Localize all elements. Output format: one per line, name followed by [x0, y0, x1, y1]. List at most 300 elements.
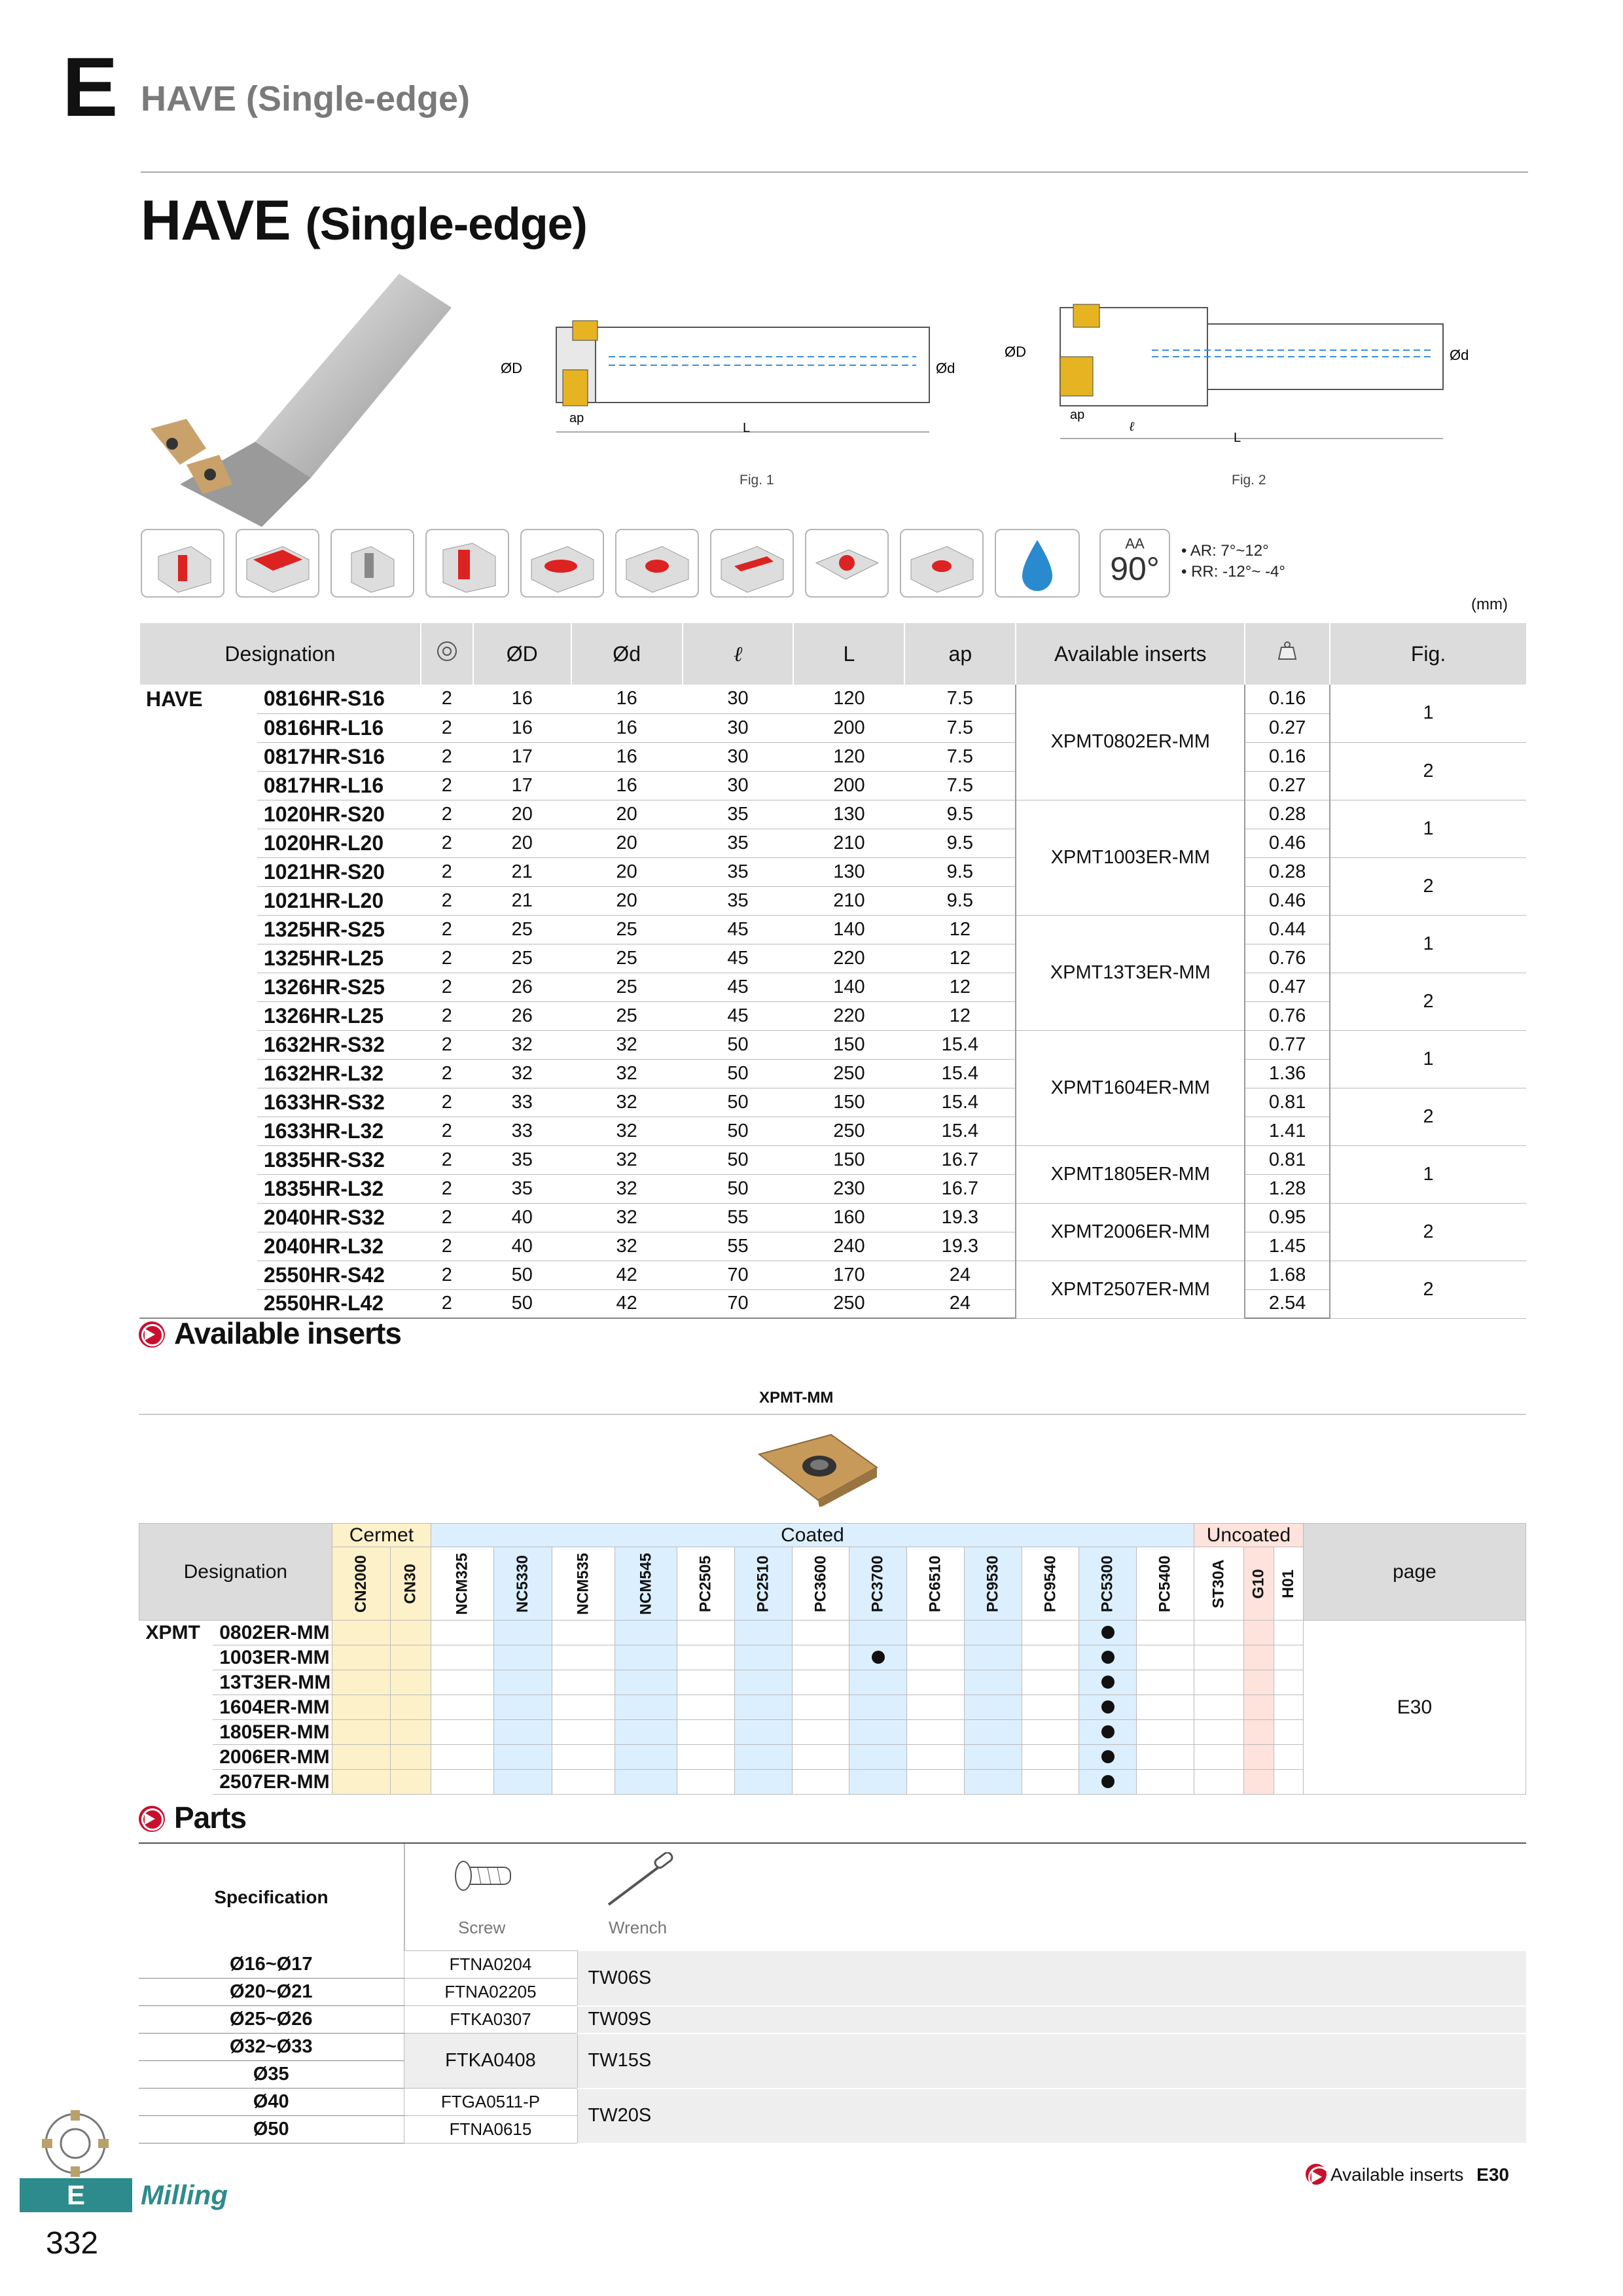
grade-label: NCM325 [453, 1552, 471, 1615]
cell-d: 20 [571, 886, 683, 915]
parts-wrench: TW20S [577, 2089, 1526, 2144]
cell-d: 32 [571, 1030, 683, 1059]
grade-cell [1022, 1621, 1079, 1645]
cell-z: 2 [421, 800, 473, 829]
cell-z: 2 [421, 713, 473, 742]
tool-prefix [139, 742, 257, 771]
group-coated: Coated [431, 1524, 1194, 1547]
header-title: HAVE (Single-edge) [141, 79, 471, 118]
grade-cell [1137, 1720, 1194, 1745]
arrow-circle-icon [1306, 2164, 1327, 2185]
cell-L: 250 [793, 1289, 904, 1318]
cell-D: 26 [473, 1001, 571, 1030]
grade-st30a [1194, 1547, 1243, 1621]
grade-cell [907, 1670, 965, 1695]
grade-cell [1274, 1645, 1303, 1670]
grade-cell [615, 1745, 677, 1770]
insert-rule [139, 1414, 1526, 1415]
cell-l: 50 [683, 1030, 794, 1059]
cell-D: 33 [473, 1117, 571, 1145]
cell-L: 130 [793, 800, 904, 829]
tool-row [139, 915, 1526, 944]
grade-label: PC6510 [926, 1555, 944, 1612]
grade-cell [1243, 1745, 1274, 1770]
tool-row [139, 1001, 1526, 1030]
cell-D: 17 [473, 742, 571, 771]
cell-code: 1633HR-L32 [257, 1117, 421, 1145]
cell-weight: 0.44 [1245, 915, 1330, 944]
cell-D: 20 [473, 800, 571, 829]
cell-ap: 7.5 [904, 685, 1016, 713]
grade-cell [332, 1745, 390, 1770]
cell-d: 20 [571, 829, 683, 857]
cell-ap: 15.4 [904, 1117, 1016, 1145]
approach-angle-box [1099, 529, 1170, 598]
cell-L: 210 [793, 829, 904, 857]
grade-cell [735, 1645, 793, 1670]
grade-cell [677, 1645, 735, 1670]
col-d: Ød [571, 623, 683, 685]
grade-cell [493, 1695, 552, 1720]
grade-cell [615, 1770, 677, 1795]
screw-icon [452, 1856, 530, 1908]
insert-prefix [139, 1670, 213, 1695]
insert-code: 1003ER-MM [213, 1645, 332, 1670]
cell-d: 42 [571, 1289, 683, 1318]
grade-cell [792, 1745, 849, 1770]
ins-col-designation: Designation [139, 1524, 332, 1621]
tool-row [139, 1030, 1526, 1059]
cell-l: 70 [683, 1261, 794, 1289]
grade-cell [1194, 1695, 1243, 1720]
cell-code: 1021HR-L20 [257, 886, 421, 915]
parts-heading [139, 1800, 246, 1835]
grade-cell [1274, 1720, 1303, 1745]
grade-pc3700 [849, 1547, 907, 1621]
cell-code: 1632HR-L32 [257, 1059, 421, 1088]
cell-insert: XPMT0802ER-MM [1016, 685, 1245, 800]
tool-row [139, 1088, 1526, 1117]
grade-cell [1137, 1621, 1194, 1645]
page-title [141, 188, 587, 253]
cell-D: 32 [473, 1030, 571, 1059]
tool-prefix [139, 973, 257, 1001]
insert-name: XPMT-MM [759, 1389, 834, 1407]
cell-l: 35 [683, 800, 794, 829]
cell-D: 21 [473, 886, 571, 915]
grade-cell [615, 1695, 677, 1720]
grade-cell [907, 1745, 965, 1770]
cell-L: 250 [793, 1059, 904, 1088]
col-ap: ap [904, 623, 1016, 685]
parts-spec: Ø25~Ø26 [139, 2006, 404, 2034]
ramping-icon [710, 529, 794, 598]
col-L: L [793, 623, 904, 685]
parts-spec: Ø50 [139, 2116, 404, 2144]
availability-dot [1101, 1676, 1115, 1689]
grade-pc2505 [677, 1547, 735, 1621]
cell-D: 16 [473, 713, 571, 742]
tool-prefix [139, 1232, 257, 1261]
parts-screw: FTKA0307 [404, 2006, 577, 2034]
cell-weight: 0.16 [1245, 685, 1330, 713]
page-title-sub: (Single-edge) [305, 198, 587, 249]
grade-ncm535 [552, 1547, 615, 1621]
cutter-logo-icon [39, 2108, 111, 2179]
cell-l: 50 [683, 1059, 794, 1088]
cell-L: 140 [793, 915, 904, 944]
tool-prefix: HAVE [146, 687, 203, 711]
grade-pc5300 [1079, 1547, 1137, 1621]
grade-cell [390, 1770, 431, 1795]
cell-d: 32 [571, 1232, 683, 1261]
insert-page-ref[interactable]: E30 [1304, 1621, 1526, 1795]
grade-cell [552, 1670, 615, 1695]
cell-ap: 7.5 [904, 713, 1016, 742]
grade-cell [493, 1720, 552, 1745]
tool-row [139, 1232, 1526, 1261]
grade-cell [1274, 1695, 1303, 1720]
cell-z: 2 [421, 1117, 473, 1145]
availability-dot [1101, 1626, 1115, 1639]
cell-D: 17 [473, 771, 571, 800]
grade-label: PC9540 [1041, 1555, 1060, 1612]
grade-cell [1194, 1745, 1243, 1770]
grade-cell [792, 1720, 849, 1745]
parts-table [139, 1950, 1526, 2144]
cell-z: 2 [421, 1030, 473, 1059]
parts-screw: FTNA0615 [404, 2116, 577, 2144]
tool-row [139, 742, 1526, 771]
boring-icon [900, 529, 984, 598]
insert-code: 2006ER-MM [213, 1745, 332, 1770]
parts-screw: FTKA0408 [404, 2034, 577, 2089]
grade-cell [552, 1770, 615, 1795]
parts-spec: Ø16~Ø17 [139, 1951, 404, 1979]
circular-pocket-icon [615, 529, 699, 598]
tool-prefix [139, 1261, 257, 1289]
figure-1-drawing [497, 308, 969, 452]
cell-weight: 1.41 [1245, 1117, 1330, 1145]
parts-wrench: TW15S [577, 2034, 1526, 2089]
cell-ap: 7.5 [904, 771, 1016, 800]
cell-ap: 7.5 [904, 742, 1016, 771]
grade-cell [552, 1695, 615, 1720]
parts-spec-header: Specification [214, 1886, 329, 1907]
insert-code: 1604ER-MM [213, 1695, 332, 1720]
cell-l: 30 [683, 742, 794, 771]
wrench-label: Wrench [609, 1918, 668, 1937]
cell-l: 50 [683, 1088, 794, 1117]
grade-cell [677, 1621, 735, 1645]
grade-cell [1194, 1670, 1243, 1695]
cell-weight: 0.27 [1245, 771, 1330, 800]
grade-cell [849, 1720, 907, 1745]
cell-code: 1835HR-L32 [257, 1174, 421, 1203]
grade-cell [1079, 1621, 1137, 1645]
parts-row [139, 2089, 1526, 2116]
rake-angles [1181, 541, 1285, 583]
cell-code: 2550HR-S42 [257, 1261, 421, 1289]
insert-code: 1805ER-MM [213, 1720, 332, 1745]
tool-prefix [139, 857, 257, 886]
grade-cell [1243, 1621, 1274, 1645]
teeth-icon [421, 623, 473, 685]
coolant-icon [995, 529, 1080, 598]
cell-D: 21 [473, 857, 571, 886]
grade-label: NCM545 [636, 1552, 654, 1615]
grade-cell [493, 1670, 552, 1695]
cell-weight: 0.81 [1245, 1088, 1330, 1117]
tool-table [139, 623, 1526, 1319]
grade-pc5400 [1137, 1547, 1194, 1621]
weight-icon [1245, 623, 1330, 685]
cell-D: 50 [473, 1289, 571, 1318]
cell-ap: 12 [904, 1001, 1016, 1030]
cell-ap: 24 [904, 1261, 1016, 1289]
page-title-main: HAVE [141, 189, 291, 252]
approach-angle-value: 90° [1110, 550, 1160, 587]
cell-l: 45 [683, 1001, 794, 1030]
cell-insert: XPMT1003ER-MM [1016, 800, 1245, 915]
cell-d: 16 [571, 771, 683, 800]
insert-prefix [139, 1720, 213, 1745]
grade-cell [792, 1770, 849, 1795]
cell-fig: 2 [1330, 973, 1526, 1030]
cell-d: 25 [571, 915, 683, 944]
shoulder-milling-icon [141, 529, 224, 598]
grade-cell [431, 1745, 494, 1770]
screw-label: Screw [458, 1918, 506, 1937]
cell-z: 2 [421, 1261, 473, 1289]
tool-row [139, 857, 1526, 886]
grade-cell [390, 1720, 431, 1745]
cell-insert: XPMT1604ER-MM [1016, 1030, 1245, 1145]
grade-label: PC3700 [868, 1555, 887, 1612]
cell-weight: 2.54 [1245, 1289, 1330, 1318]
cell-l: 50 [683, 1117, 794, 1145]
grade-ncm545 [615, 1547, 677, 1621]
wrench-icon [602, 1852, 681, 1911]
parts-spec: Ø35 [139, 2061, 404, 2089]
cell-z: 2 [421, 685, 473, 713]
grade-cell [849, 1621, 907, 1645]
parts-wrench: TW09S [577, 2006, 1526, 2034]
available-inserts-title: Available inserts [174, 1316, 401, 1350]
grade-cell [1079, 1770, 1137, 1795]
cell-d: 20 [571, 857, 683, 886]
availability-dot [1101, 1750, 1115, 1763]
grade-label: G10 [1249, 1568, 1268, 1599]
fig2-l-label: ℓ [1129, 420, 1135, 434]
axial-rake: • AR: 7°~12° [1181, 542, 1269, 560]
grade-cell [493, 1770, 552, 1795]
arrow-circle-icon [139, 1806, 165, 1832]
grade-g10 [1243, 1547, 1274, 1621]
fig1-D-label: ØD [501, 360, 522, 376]
grade-cell [849, 1695, 907, 1720]
grade-cell [1243, 1770, 1274, 1795]
cell-fig: 2 [1330, 1088, 1526, 1145]
grade-cell [1243, 1695, 1274, 1720]
cell-L: 170 [793, 1261, 904, 1289]
cell-L: 220 [793, 1001, 904, 1030]
cell-D: 25 [473, 944, 571, 973]
cell-weight: 0.95 [1245, 1203, 1330, 1232]
insert-prefix [139, 1770, 213, 1795]
cell-code: 0816HR-L16 [257, 713, 421, 742]
tool-image [141, 268, 468, 530]
cell-code: 2040HR-S32 [257, 1203, 421, 1232]
cell-l: 45 [683, 915, 794, 944]
cell-weight: 1.36 [1245, 1059, 1330, 1088]
cell-weight: 0.47 [1245, 973, 1330, 1001]
grade-cell [615, 1645, 677, 1670]
cell-code: 1325HR-L25 [257, 944, 421, 973]
grade-label: NCM535 [574, 1552, 592, 1615]
grade-label: PC2505 [696, 1555, 715, 1612]
cell-ap: 16.7 [904, 1174, 1016, 1203]
grade-cell [1243, 1645, 1274, 1670]
parts-row [139, 1951, 1526, 1979]
grade-cell [792, 1645, 849, 1670]
cell-ap: 15.4 [904, 1030, 1016, 1059]
insert-prefix [139, 1745, 213, 1770]
tool-prefix [139, 886, 257, 915]
cell-z: 2 [421, 915, 473, 944]
grade-cell [1274, 1621, 1303, 1645]
cell-l: 35 [683, 829, 794, 857]
tool-row [139, 1145, 1526, 1174]
grade-cell [1274, 1745, 1303, 1770]
unit-label: (mm) [1471, 596, 1508, 613]
footer-ref[interactable] [1306, 2160, 1509, 2185]
cell-l: 55 [683, 1203, 794, 1232]
cell-L: 210 [793, 886, 904, 915]
cell-code: 0816HR-S16 [257, 685, 421, 713]
grade-cell [493, 1745, 552, 1770]
grade-cell [1137, 1770, 1194, 1795]
cell-weight: 0.46 [1245, 829, 1330, 857]
tool-row [139, 973, 1526, 1001]
cell-z: 2 [421, 1145, 473, 1174]
grade-cell [792, 1621, 849, 1645]
cell-fig: 2 [1330, 1203, 1526, 1261]
cell-fig: 2 [1330, 1261, 1526, 1318]
grade-cell [390, 1670, 431, 1695]
cell-ap: 24 [904, 1289, 1016, 1318]
grade-cell [735, 1720, 793, 1745]
cell-weight: 1.28 [1245, 1174, 1330, 1203]
cell-weight: 0.28 [1245, 857, 1330, 886]
cell-d: 16 [571, 742, 683, 771]
cell-z: 2 [421, 742, 473, 771]
cell-l: 55 [683, 1232, 794, 1261]
grade-label: PC5400 [1156, 1555, 1174, 1612]
cell-weight: 0.77 [1245, 1030, 1330, 1059]
cell-ap: 15.4 [904, 1059, 1016, 1088]
grade-cn2000 [332, 1547, 390, 1621]
cell-L: 160 [793, 1203, 904, 1232]
grade-cell [964, 1645, 1022, 1670]
cell-D: 25 [473, 915, 571, 944]
cell-weight: 0.27 [1245, 713, 1330, 742]
cell-L: 240 [793, 1232, 904, 1261]
cell-d: 20 [571, 800, 683, 829]
cell-code: 0817HR-L16 [257, 771, 421, 800]
tool-prefix [139, 1174, 257, 1203]
cell-weight: 1.45 [1245, 1232, 1330, 1261]
grade-cell [493, 1645, 552, 1670]
grade-cell [907, 1695, 965, 1720]
cell-fig: 1 [1330, 800, 1526, 857]
tool-row [139, 1174, 1526, 1203]
grade-cell [1194, 1720, 1243, 1745]
grade-cell [1194, 1770, 1243, 1795]
cell-D: 35 [473, 1145, 571, 1174]
parts-spec: Ø32~Ø33 [139, 2034, 404, 2061]
grade-cell [849, 1670, 907, 1695]
grade-label: ST30A [1209, 1559, 1228, 1608]
cell-L: 230 [793, 1174, 904, 1203]
cell-L: 140 [793, 973, 904, 1001]
tool-row [139, 771, 1526, 800]
cell-L: 150 [793, 1030, 904, 1059]
cell-D: 40 [473, 1232, 571, 1261]
grade-cell [1079, 1645, 1137, 1670]
grade-cell [390, 1745, 431, 1770]
parts-row [139, 2006, 1526, 2034]
figure-2-drawing [1001, 301, 1486, 458]
grade-label: PC9530 [984, 1555, 1002, 1612]
grade-cell [677, 1695, 735, 1720]
grade-cell [552, 1745, 615, 1770]
page-number: 332 [46, 2226, 99, 2261]
cell-fig: 1 [1330, 915, 1526, 973]
cell-d: 16 [571, 713, 683, 742]
cell-fig: 2 [1330, 742, 1526, 800]
grade-cell [615, 1670, 677, 1695]
cell-L: 150 [793, 1088, 904, 1117]
grade-pc6510 [907, 1547, 965, 1621]
grade-cell [332, 1621, 390, 1645]
grade-cell [1079, 1670, 1137, 1695]
group-uncoated: Uncoated [1194, 1524, 1303, 1547]
ins-col-page: page [1304, 1524, 1526, 1621]
cell-z: 2 [421, 1174, 473, 1203]
grade-cell [552, 1621, 615, 1645]
cell-z: 2 [421, 1203, 473, 1232]
grade-cell [431, 1695, 494, 1720]
availability-dot [1101, 1651, 1115, 1664]
grade-label: PC5300 [1098, 1555, 1116, 1612]
footer-section-letter: E [20, 2178, 132, 2212]
cell-l: 70 [683, 1289, 794, 1318]
cell-d: 25 [571, 1001, 683, 1030]
tool-row [139, 944, 1526, 973]
col-l: ℓ [683, 623, 794, 685]
grade-cell [677, 1770, 735, 1795]
grade-cell [1079, 1745, 1137, 1770]
cell-weight: 0.76 [1245, 944, 1330, 973]
grade-nc5330 [493, 1547, 552, 1621]
helical-icon [805, 529, 889, 598]
tool-prefix [139, 1145, 257, 1174]
cell-D: 35 [473, 1174, 571, 1203]
tool-prefix [139, 1203, 257, 1232]
cell-fig: 1 [1330, 1030, 1526, 1088]
parts-screw: FTNA02205 [404, 1979, 577, 2006]
